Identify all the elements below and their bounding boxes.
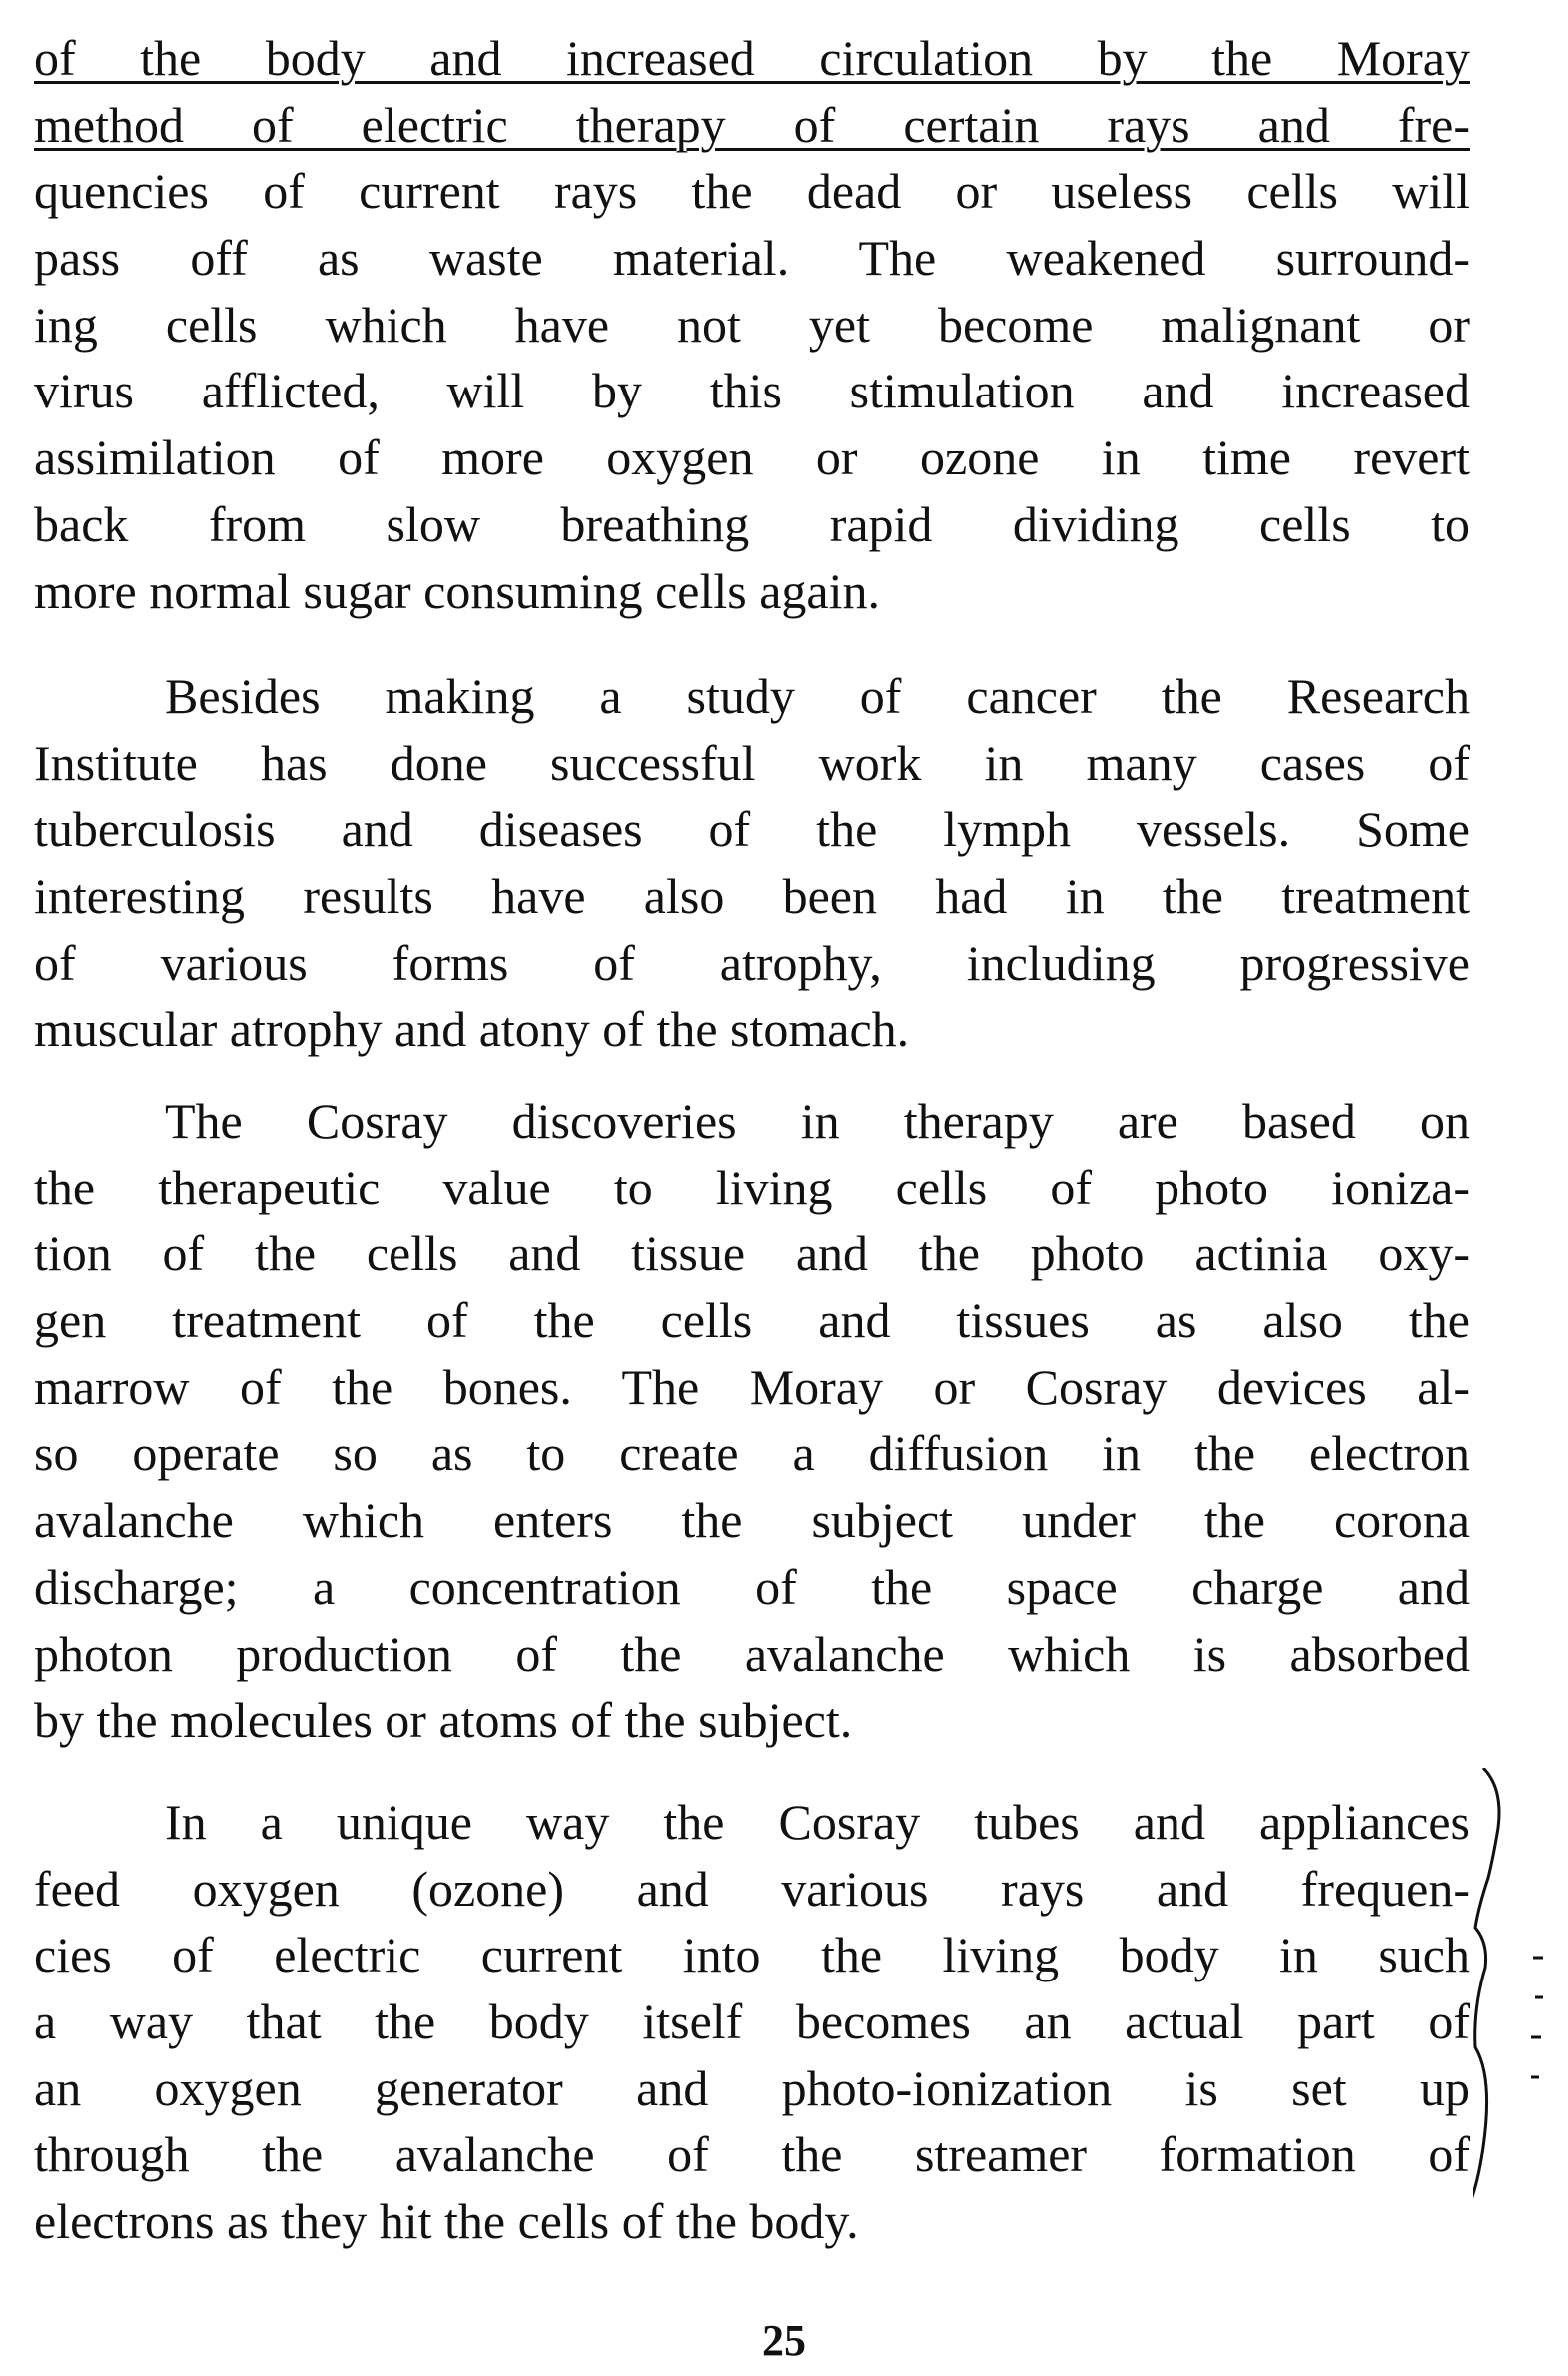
text-line: back from slow breathing rapid dividing cells to — [34, 495, 1470, 552]
text-line: virus afflicted, will by this stimulation and increased — [34, 363, 1470, 419]
text-line: Institute has done successful work in many cases of — [34, 734, 1470, 791]
text-line: quencies of current rays the dead or useless cells will — [34, 163, 1470, 220]
paragraph-1 — [34, 25, 1470, 624]
text-line: marrow of the bones. The Moray or Cosray devices al- — [34, 1358, 1470, 1415]
text-line: more normal sugar consuming cells again. — [34, 562, 880, 619]
text-line: ing cells which have not yet become malignant or — [34, 296, 1470, 353]
text-line: Besides making a study of cancer the Research — [165, 668, 1470, 724]
text-line: cies of electric current into the living body in such — [34, 1927, 1470, 1983]
handwritten-bracket-mark — [1473, 1768, 1563, 2227]
page-number: 25 — [762, 2316, 806, 2365]
paragraph-2 — [34, 663, 1470, 1063]
text-line: so operate so as to create a diffusion in the electron — [34, 1425, 1470, 1482]
paragraph-4 — [34, 1789, 1470, 2255]
text-line: assimilation of more oxygen or ozone in time revert — [34, 429, 1470, 486]
text-line: tion of the cells and tissue and the photo actinia oxy- — [34, 1225, 1470, 1282]
text-line: gen treatment of the cells and tissues as also the — [34, 1292, 1470, 1349]
text-line: the therapeutic value to living cells of photo ioniza- — [34, 1159, 1470, 1215]
text-line: tuberculosis and diseases of the lymph vessels. Some — [34, 801, 1470, 858]
text-line: a way that the body itself becomes an actual part of — [34, 1993, 1470, 2050]
text-line: photon production of the avalanche which is absorbed — [34, 1625, 1470, 1682]
text-line: pass off as waste material. The weakened surround- — [34, 230, 1470, 287]
text-line: discharge; a concentration of the space charge and — [34, 1558, 1470, 1615]
text-line: avalanche which enters the subject under the corona — [34, 1492, 1470, 1549]
text-line: by the molecules or atoms of the subject. — [34, 1692, 853, 1749]
text-line: feed oxygen (ozone) and various rays and frequen- — [34, 1860, 1470, 1917]
text-line-underlined: method of electric therapy of certain rays and fre- — [34, 96, 1470, 153]
text-line: through the avalanche of the streamer formation of — [34, 2126, 1470, 2183]
text-line: electrons as they hit the cells of the body. — [34, 2193, 859, 2250]
text-line: an oxygen generator and photo-ionization is set up — [34, 2059, 1470, 2116]
text-line: In a unique way the Cosray tubes and appliances — [165, 1794, 1470, 1850]
text-line: muscular atrophy and atony of the stomach. — [34, 1001, 910, 1058]
text-line: interesting results have also been had in the treatment — [34, 868, 1470, 925]
paragraph-3 — [34, 1088, 1470, 1754]
text-line: of various forms of atrophy, including progressive — [34, 934, 1470, 991]
text-line: The Cosray discoveries in therapy are based on — [165, 1093, 1470, 1149]
text-line-underlined: of the body and increased circulation by the Moray — [34, 30, 1470, 86]
